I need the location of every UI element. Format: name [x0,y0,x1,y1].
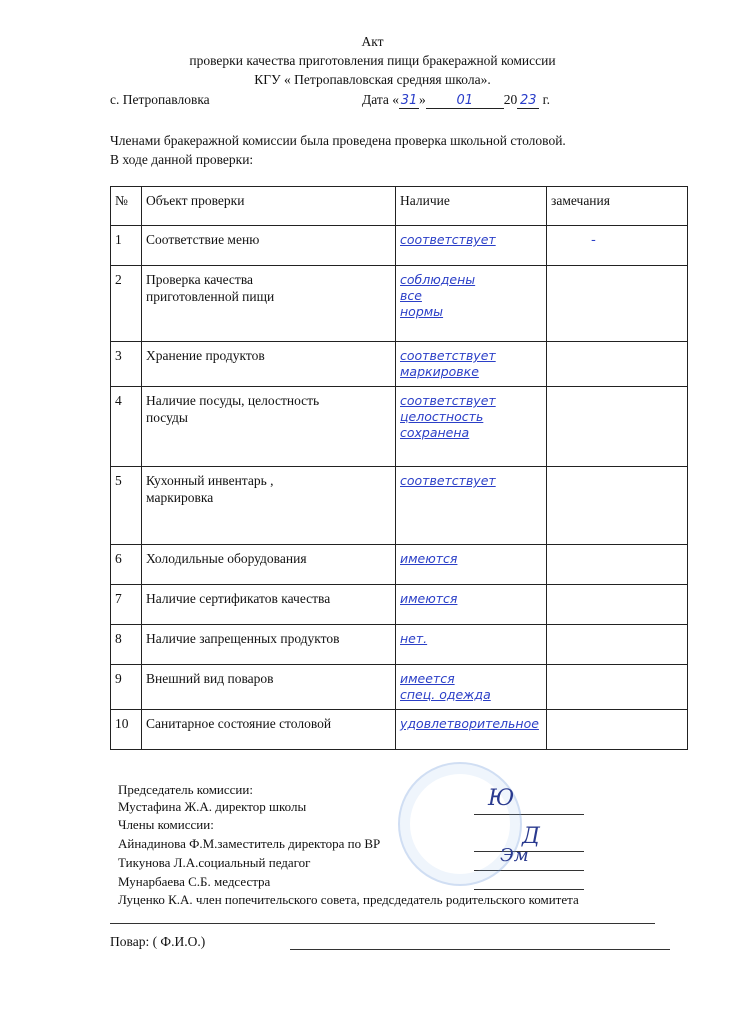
row-object-line-1: Внешний вид поваров [146,671,274,686]
row-object [142,665,396,710]
inspection-table [110,186,688,750]
handwritten-entry: сохранена [400,425,470,440]
table-header-row [111,187,688,226]
table-row [111,467,688,545]
row-remarks [547,467,688,545]
row-object [142,625,396,665]
handwritten-entry: спец. одежда [400,687,491,702]
date-year: 23 [517,92,539,109]
date-label: Дата « [362,92,400,107]
member-1: Айнадинова Ф.М.заместитель директора по ВР [118,836,381,851]
row-presence [396,467,547,545]
date-day: 31 [400,93,418,108]
handwritten-entry: нормы [400,304,444,319]
village-name: с. Петропавловка [110,92,210,107]
handwritten-entry: соответствует [400,393,496,408]
row-number: 1 [111,226,142,266]
table-row [111,625,688,665]
row-remarks [547,226,688,266]
row-object-line-1: Наличие посуды, целостность [146,393,320,408]
row-object-line-1: Кухонный инвентарь , [146,473,274,488]
doc-subtitle: проверки качества приготовления пищи бракеражной комиссии [189,53,556,68]
date-field [362,92,550,109]
row-object [142,342,396,387]
row-object-line-1: Санитарное состояние столовой [146,716,332,731]
table-row [111,387,688,467]
chair-name: Мустафина Ж.А. директор школы [118,799,307,814]
member-3: Мунарбаева С.Б. медсестра [118,874,271,889]
table-row [111,585,688,625]
handwritten-entry: имеются [400,551,458,566]
row-object [142,467,396,545]
handwritten-entry: соответствует [400,348,496,363]
row-remarks [547,387,688,467]
handwritten-entry: соответствует [400,473,496,488]
row-presence [396,625,547,665]
row-object-line-1: Холодильные оборудования [146,551,307,566]
row-object-line-1: Соответствие меню [146,232,260,247]
handwritten-entry: целостность [400,409,484,424]
row-object-line-1: Проверка качества [146,272,254,287]
handwritten-entry: соблюдены [400,272,476,287]
members-label: Члены комиссии: [118,817,214,832]
intro-line-2: В ходе данной проверки: [110,152,254,167]
row-number: 4 [111,387,142,467]
col-presence: Наличие [396,187,547,226]
col-number: № [111,187,142,226]
row-object [142,545,396,585]
row-presence [396,710,547,750]
row-number: 2 [111,266,142,342]
handwritten-entry: соответствует [400,232,496,247]
table-row [111,226,688,266]
row-object-line-1: Наличие запрещенных продуктов [146,631,340,646]
chair-signature: Ю [488,786,515,811]
row-remarks [547,585,688,625]
row-presence [396,545,547,585]
cook-signature-line [290,948,670,950]
row-presence [396,387,547,467]
row-number: 6 [111,545,142,585]
member-3-signature-line [474,888,584,890]
table-row [111,545,688,585]
row-presence [396,665,547,710]
row-presence [396,226,547,266]
col-remarks: замечания [547,187,688,226]
row-number: 5 [111,467,142,545]
member-2-signature: Эм [500,845,529,866]
date-quote-close: » [419,92,426,107]
school-stamp [398,762,522,886]
handwritten-entry: нет. [400,631,428,646]
row-presence [396,342,547,387]
member-4-signature-line [110,922,655,924]
intro-line-1: Членами бракеражной комиссии была проведена проверка школьной столовой. [110,133,566,148]
row-object [142,585,396,625]
date-year-unit: г. [539,92,551,107]
handwritten-entry: имеются [400,591,458,606]
row-number: 10 [111,710,142,750]
row-object-line-2: приготовленной пищи [146,289,275,304]
row-object-line-1: Хранение продуктов [146,348,265,363]
row-object [142,710,396,750]
doc-title: Акт [361,34,384,49]
handwritten-entry: маркировке [400,364,479,379]
table-row [111,710,688,750]
row-remarks [547,545,688,585]
remark-entry: - [591,232,596,248]
doc-organization: КГУ « Петропавловская средняя школа». [254,72,491,87]
handwritten-entry: имеется [400,671,455,686]
table-row [111,342,688,387]
date-month: 01 [426,92,504,109]
row-object-line-2: маркировка [146,490,214,505]
member-1-signature: Д [522,824,540,849]
member-2: Тикунова Л.А.социальный педагог [118,855,311,870]
row-remarks [547,266,688,342]
handwritten-entry: удовлетворительное [400,716,539,731]
row-object-line-1: Наличие сертификатов качества [146,591,331,606]
table-row [111,266,688,342]
row-object [142,226,396,266]
row-object [142,266,396,342]
handwritten-entry: все [400,288,422,303]
member-4: Луценко К.А. член попечительского совета, предсдедатель родительского комитета [118,892,579,907]
row-remarks [547,665,688,710]
row-remarks [547,625,688,665]
table-row [111,665,688,710]
row-number: 7 [111,585,142,625]
chair-label: Председатель комиссии: [118,782,253,797]
row-presence [396,585,547,625]
cook-label: Повар: ( Ф.И.О.) [110,934,206,949]
date-year-prefix: 20 [503,92,518,107]
row-remarks [547,710,688,750]
row-object [142,387,396,467]
row-remarks [547,342,688,387]
row-number: 3 [111,342,142,387]
row-presence [396,266,547,342]
col-object: Объект проверки [142,187,396,226]
row-number: 9 [111,665,142,710]
row-number: 8 [111,625,142,665]
row-object-line-2: посуды [146,410,188,425]
